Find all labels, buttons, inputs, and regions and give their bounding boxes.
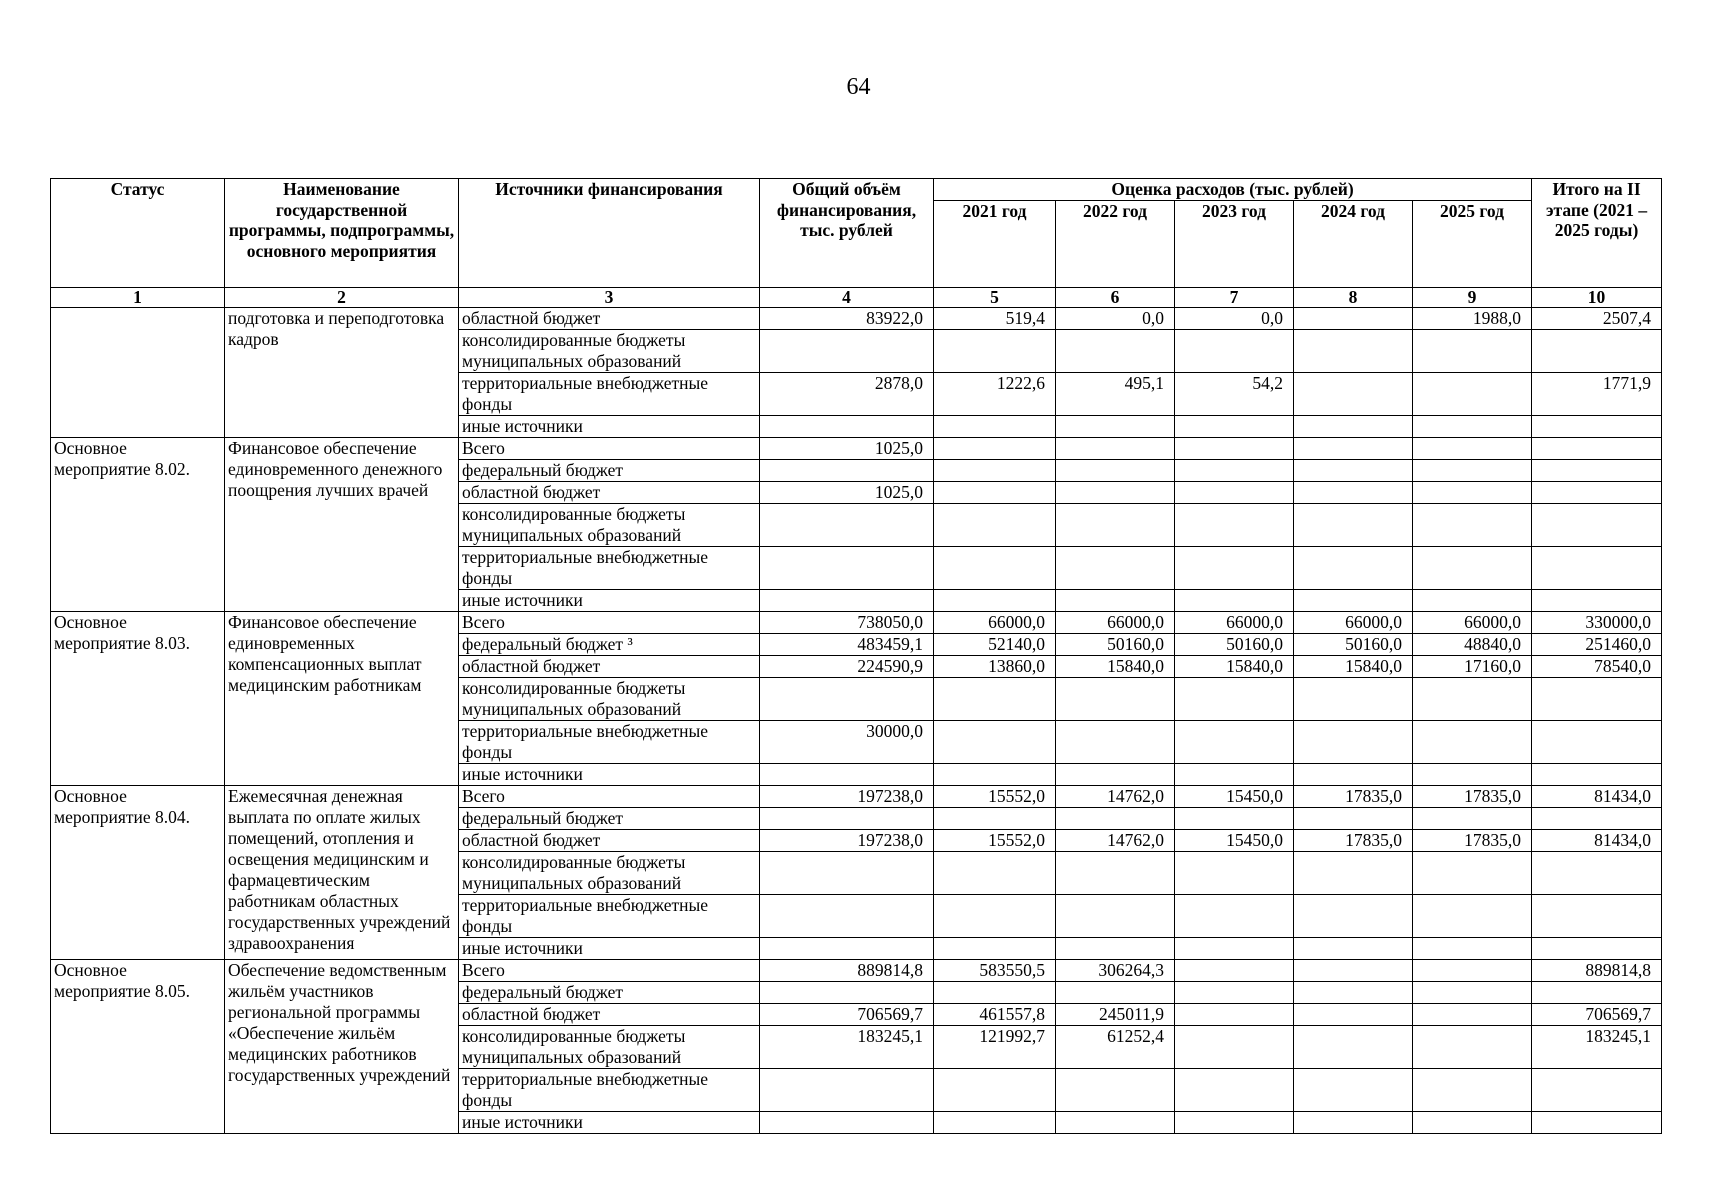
amount-cell: 66000,0: [934, 611, 1056, 633]
amount-cell: [1413, 372, 1532, 415]
status-cell: Основное мероприятие 8.04.: [51, 785, 225, 959]
amount-cell: [1294, 329, 1413, 372]
funding-source-cell: Всего: [459, 785, 760, 807]
amount-cell: [1532, 851, 1662, 894]
amount-cell: 0,0: [1175, 307, 1294, 329]
amount-cell: [1532, 763, 1662, 785]
amount-cell: 50160,0: [1056, 633, 1175, 655]
amount-cell: [1413, 763, 1532, 785]
amount-cell: [1532, 481, 1662, 503]
amount-cell: 889814,8: [760, 959, 934, 981]
table-row: [51, 959, 1662, 981]
amount-cell: 495,1: [1056, 372, 1175, 415]
amount-cell: [1056, 503, 1175, 546]
amount-cell: [1413, 546, 1532, 589]
amount-cell: [1294, 1025, 1413, 1068]
amount-cell: [1294, 981, 1413, 1003]
amount-cell: [760, 807, 934, 829]
funding-source-cell: иные источники: [459, 763, 760, 785]
amount-cell: 183245,1: [760, 1025, 934, 1068]
column-number: 4: [760, 287, 934, 307]
amount-cell: 81434,0: [1532, 785, 1662, 807]
status-cell: Основное мероприятие 8.03.: [51, 611, 225, 785]
amount-cell: 17835,0: [1294, 829, 1413, 851]
amount-cell: [1175, 894, 1294, 937]
header-name: Наименование государственной программы, подпрограммы, основного мероприятия: [225, 179, 459, 288]
amount-cell: [1175, 720, 1294, 763]
amount-cell: [1413, 503, 1532, 546]
amount-cell: [1413, 1111, 1532, 1133]
amount-cell: [1175, 981, 1294, 1003]
amount-cell: 306264,3: [1056, 959, 1175, 981]
amount-cell: 197238,0: [760, 829, 934, 851]
funding-source-cell: территориальные внебюджетные фонды: [459, 1068, 760, 1111]
amount-cell: [1294, 851, 1413, 894]
status-cell: [51, 307, 225, 437]
amount-cell: 15552,0: [934, 829, 1056, 851]
amount-cell: [934, 720, 1056, 763]
column-number: 8: [1294, 287, 1413, 307]
amount-cell: [1294, 1068, 1413, 1111]
amount-cell: 483459,1: [760, 633, 934, 655]
amount-cell: [1413, 720, 1532, 763]
funding-source-cell: федеральный бюджет ³: [459, 633, 760, 655]
column-number: 7: [1175, 287, 1294, 307]
status-cell: Основное мероприятие 8.02.: [51, 437, 225, 611]
funding-source-cell: территориальные внебюджетные фонды: [459, 546, 760, 589]
amount-cell: [760, 546, 934, 589]
amount-cell: [1294, 763, 1413, 785]
amount-cell: 54,2: [1175, 372, 1294, 415]
amount-cell: [934, 546, 1056, 589]
amount-cell: [1056, 1111, 1175, 1133]
amount-cell: [760, 851, 934, 894]
amount-cell: 889814,8: [1532, 959, 1662, 981]
amount-cell: [1413, 937, 1532, 959]
amount-cell: 66000,0: [1056, 611, 1175, 633]
amount-cell: [760, 677, 934, 720]
amount-cell: [934, 329, 1056, 372]
amount-cell: [1294, 437, 1413, 459]
funding-source-cell: федеральный бюджет: [459, 807, 760, 829]
amount-cell: [1413, 1003, 1532, 1025]
amount-cell: [1175, 437, 1294, 459]
amount-cell: [1056, 981, 1175, 1003]
column-number: 10: [1532, 287, 1662, 307]
amount-cell: [1175, 503, 1294, 546]
amount-cell: [1175, 851, 1294, 894]
amount-cell: [1056, 677, 1175, 720]
amount-cell: 197238,0: [760, 785, 934, 807]
amount-cell: [934, 1068, 1056, 1111]
amount-cell: [1175, 1025, 1294, 1068]
amount-cell: 0,0: [1056, 307, 1175, 329]
amount-cell: [1056, 851, 1175, 894]
column-number: 2: [225, 287, 459, 307]
header-year: 2021 год: [934, 200, 1056, 287]
column-number: 6: [1056, 287, 1175, 307]
amount-cell: [1294, 807, 1413, 829]
amount-cell: [1532, 807, 1662, 829]
amount-cell: [934, 677, 1056, 720]
amount-cell: [760, 981, 934, 1003]
funding-source-cell: Всего: [459, 611, 760, 633]
amount-cell: [1532, 437, 1662, 459]
funding-source-cell: консолидированные бюджеты муниципальных образований: [459, 851, 760, 894]
funding-source-cell: территориальные внебюджетные фонды: [459, 372, 760, 415]
amount-cell: 224590,9: [760, 655, 934, 677]
amount-cell: [1294, 1111, 1413, 1133]
table-body: [51, 307, 1662, 1133]
amount-cell: [934, 459, 1056, 481]
amount-cell: [1175, 763, 1294, 785]
amount-cell: [1294, 1003, 1413, 1025]
amount-cell: [1056, 894, 1175, 937]
amount-cell: [1056, 937, 1175, 959]
funding-source-cell: федеральный бюджет: [459, 459, 760, 481]
amount-cell: [1413, 959, 1532, 981]
amount-cell: [1175, 807, 1294, 829]
column-number: 1: [51, 287, 225, 307]
amount-cell: [1532, 329, 1662, 372]
amount-cell: [1532, 503, 1662, 546]
amount-cell: [760, 894, 934, 937]
amount-cell: [1175, 415, 1294, 437]
amount-cell: 14762,0: [1056, 829, 1175, 851]
amount-cell: 1222,6: [934, 372, 1056, 415]
amount-cell: [1413, 677, 1532, 720]
amount-cell: [760, 1068, 934, 1111]
amount-cell: [760, 589, 934, 611]
amount-cell: 738050,0: [760, 611, 934, 633]
amount-cell: 61252,4: [1056, 1025, 1175, 1068]
amount-cell: [760, 763, 934, 785]
amount-cell: 52140,0: [934, 633, 1056, 655]
funding-source-cell: федеральный бюджет: [459, 981, 760, 1003]
amount-cell: [934, 1111, 1056, 1133]
amount-cell: [1056, 437, 1175, 459]
budget-table: [50, 178, 1662, 1134]
amount-cell: [1056, 720, 1175, 763]
funding-source-cell: областной бюджет: [459, 829, 760, 851]
funding-source-cell: территориальные внебюджетные фонды: [459, 894, 760, 937]
amount-cell: [1175, 1111, 1294, 1133]
amount-cell: [1413, 437, 1532, 459]
amount-cell: [1413, 415, 1532, 437]
amount-cell: [1175, 1003, 1294, 1025]
amount-cell: 461557,8: [934, 1003, 1056, 1025]
funding-source-cell: иные источники: [459, 415, 760, 437]
amount-cell: [1532, 546, 1662, 589]
amount-cell: [760, 329, 934, 372]
amount-cell: 706569,7: [1532, 1003, 1662, 1025]
amount-cell: [934, 503, 1056, 546]
amount-cell: 183245,1: [1532, 1025, 1662, 1068]
funding-source-cell: иные источники: [459, 937, 760, 959]
amount-cell: 81434,0: [1532, 829, 1662, 851]
amount-cell: 330000,0: [1532, 611, 1662, 633]
amount-cell: 1025,0: [760, 437, 934, 459]
funding-source-cell: областной бюджет: [459, 481, 760, 503]
amount-cell: 1771,9: [1532, 372, 1662, 415]
amount-cell: 251460,0: [1532, 633, 1662, 655]
amount-cell: [1413, 589, 1532, 611]
amount-cell: 78540,0: [1532, 655, 1662, 677]
amount-cell: [934, 437, 1056, 459]
amount-cell: 17835,0: [1413, 829, 1532, 851]
amount-cell: [934, 937, 1056, 959]
funding-source-cell: Всего: [459, 437, 760, 459]
amount-cell: 583550,5: [934, 959, 1056, 981]
amount-cell: [1413, 894, 1532, 937]
amount-cell: 14762,0: [1056, 785, 1175, 807]
amount-cell: [1532, 677, 1662, 720]
amount-cell: 66000,0: [1413, 611, 1532, 633]
amount-cell: [1532, 1068, 1662, 1111]
funding-source-cell: иные источники: [459, 589, 760, 611]
header-status: Статус: [51, 179, 225, 288]
amount-cell: [1413, 1025, 1532, 1068]
amount-cell: [1294, 720, 1413, 763]
column-number: 5: [934, 287, 1056, 307]
amount-cell: [1175, 459, 1294, 481]
amount-cell: [1175, 329, 1294, 372]
amount-cell: [760, 1111, 934, 1133]
amount-cell: [760, 503, 934, 546]
funding-source-cell: областной бюджет: [459, 307, 760, 329]
amount-cell: 15450,0: [1175, 785, 1294, 807]
measure-name-cell: Обеспечение ведомственным жильём участников региональной программы «Обеспечение жильём медицинских работников государственных учреждений: [225, 959, 459, 1133]
amount-cell: 48840,0: [1413, 633, 1532, 655]
amount-cell: [1532, 894, 1662, 937]
amount-cell: [1532, 1111, 1662, 1133]
amount-cell: [760, 415, 934, 437]
amount-cell: 50160,0: [1294, 633, 1413, 655]
amount-cell: [760, 937, 934, 959]
amount-cell: [1294, 459, 1413, 481]
header-year: 2024 год: [1294, 200, 1413, 287]
amount-cell: 17160,0: [1413, 655, 1532, 677]
amount-cell: 50160,0: [1175, 633, 1294, 655]
amount-cell: [1413, 981, 1532, 1003]
column-number: 3: [459, 287, 760, 307]
amount-cell: 2507,4: [1532, 307, 1662, 329]
amount-cell: [1056, 329, 1175, 372]
funding-source-cell: Всего: [459, 959, 760, 981]
amount-cell: 17835,0: [1294, 785, 1413, 807]
amount-cell: [1413, 481, 1532, 503]
funding-source-cell: областной бюджет: [459, 655, 760, 677]
amount-cell: [1175, 937, 1294, 959]
amount-cell: [934, 763, 1056, 785]
amount-cell: 83922,0: [760, 307, 934, 329]
funding-source-cell: консолидированные бюджеты муниципальных образований: [459, 677, 760, 720]
amount-cell: 1988,0: [1413, 307, 1532, 329]
amount-cell: [1294, 937, 1413, 959]
amount-cell: [1532, 720, 1662, 763]
header-stage-total: Итого на II этапе (2021 – 2025 годы): [1532, 179, 1662, 288]
amount-cell: 15840,0: [1294, 655, 1413, 677]
amount-cell: [1175, 959, 1294, 981]
table-row: [51, 611, 1662, 633]
amount-cell: 706569,7: [760, 1003, 934, 1025]
amount-cell: [934, 415, 1056, 437]
amount-cell: [1294, 481, 1413, 503]
amount-cell: 13860,0: [934, 655, 1056, 677]
funding-source-cell: иные источники: [459, 1111, 760, 1133]
amount-cell: [1056, 481, 1175, 503]
funding-source-cell: консолидированные бюджеты муниципальных образований: [459, 503, 760, 546]
amount-cell: 245011,9: [1056, 1003, 1175, 1025]
amount-cell: [1413, 1068, 1532, 1111]
amount-cell: [1294, 307, 1413, 329]
column-number: 9: [1413, 287, 1532, 307]
amount-cell: 17835,0: [1413, 785, 1532, 807]
amount-cell: [1175, 677, 1294, 720]
amount-cell: [1056, 1068, 1175, 1111]
amount-cell: [1175, 481, 1294, 503]
table-row: [51, 437, 1662, 459]
amount-cell: 15840,0: [1175, 655, 1294, 677]
table-row: [51, 785, 1662, 807]
table-row: [51, 307, 1662, 329]
amount-cell: 15840,0: [1056, 655, 1175, 677]
header-year: 2023 год: [1175, 200, 1294, 287]
amount-cell: 2878,0: [760, 372, 934, 415]
amount-cell: [1532, 415, 1662, 437]
amount-cell: [1056, 807, 1175, 829]
amount-cell: [1413, 851, 1532, 894]
amount-cell: [934, 894, 1056, 937]
amount-cell: [1413, 807, 1532, 829]
amount-cell: 30000,0: [760, 720, 934, 763]
amount-cell: [1532, 459, 1662, 481]
amount-cell: [934, 589, 1056, 611]
amount-cell: 121992,7: [934, 1025, 1056, 1068]
amount-cell: [1413, 459, 1532, 481]
amount-cell: [934, 807, 1056, 829]
amount-cell: [1294, 546, 1413, 589]
header-total: Общий объём финансирования, тыс. рублей: [760, 179, 934, 288]
amount-cell: 15450,0: [1175, 829, 1294, 851]
amount-cell: 15552,0: [934, 785, 1056, 807]
amount-cell: [1294, 677, 1413, 720]
header-year: 2022 год: [1056, 200, 1175, 287]
amount-cell: [1056, 415, 1175, 437]
amount-cell: 519,4: [934, 307, 1056, 329]
amount-cell: [1413, 329, 1532, 372]
amount-cell: [1532, 937, 1662, 959]
page-number: 64: [846, 74, 871, 100]
amount-cell: [1056, 589, 1175, 611]
header-year: 2025 год: [1413, 200, 1532, 287]
amount-cell: [934, 851, 1056, 894]
amount-cell: [760, 459, 934, 481]
funding-source-cell: консолидированные бюджеты муниципальных образований: [459, 329, 760, 372]
amount-cell: [1532, 589, 1662, 611]
status-cell: Основное мероприятие 8.05.: [51, 959, 225, 1133]
amount-cell: [934, 981, 1056, 1003]
amount-cell: [1175, 589, 1294, 611]
amount-cell: [934, 481, 1056, 503]
amount-cell: 1025,0: [760, 481, 934, 503]
amount-cell: [1294, 894, 1413, 937]
amount-cell: [1294, 503, 1413, 546]
amount-cell: [1175, 546, 1294, 589]
amount-cell: 66000,0: [1294, 611, 1413, 633]
header-sources: Источники финансирования: [459, 179, 760, 288]
funding-source-cell: территориальные внебюджетные фонды: [459, 720, 760, 763]
measure-name-cell: подготовка и переподготовка кадров: [225, 307, 459, 437]
amount-cell: [1294, 372, 1413, 415]
measure-name-cell: Финансовое обеспечение единовременных компенсационных выплат медицинским работникам: [225, 611, 459, 785]
amount-cell: 66000,0: [1175, 611, 1294, 633]
amount-cell: [1056, 459, 1175, 481]
amount-cell: [1532, 981, 1662, 1003]
funding-source-cell: областной бюджет: [459, 1003, 760, 1025]
header-estimate: Оценка расходов (тыс. рублей): [934, 179, 1532, 201]
amount-cell: [1056, 763, 1175, 785]
funding-source-cell: консолидированные бюджеты муниципальных образований: [459, 1025, 760, 1068]
amount-cell: [1175, 1068, 1294, 1111]
amount-cell: [1294, 959, 1413, 981]
amount-cell: [1294, 589, 1413, 611]
amount-cell: [1294, 415, 1413, 437]
measure-name-cell: Финансовое обеспечение единовременного денежного поощрения лучших врачей: [225, 437, 459, 611]
measure-name-cell: Ежемесячная денежная выплата по оплате жилых помещений, отопления и освещения медицинским и фармацевтическим работникам областных государственных учреждений здравоохранения: [225, 785, 459, 959]
amount-cell: [1056, 546, 1175, 589]
